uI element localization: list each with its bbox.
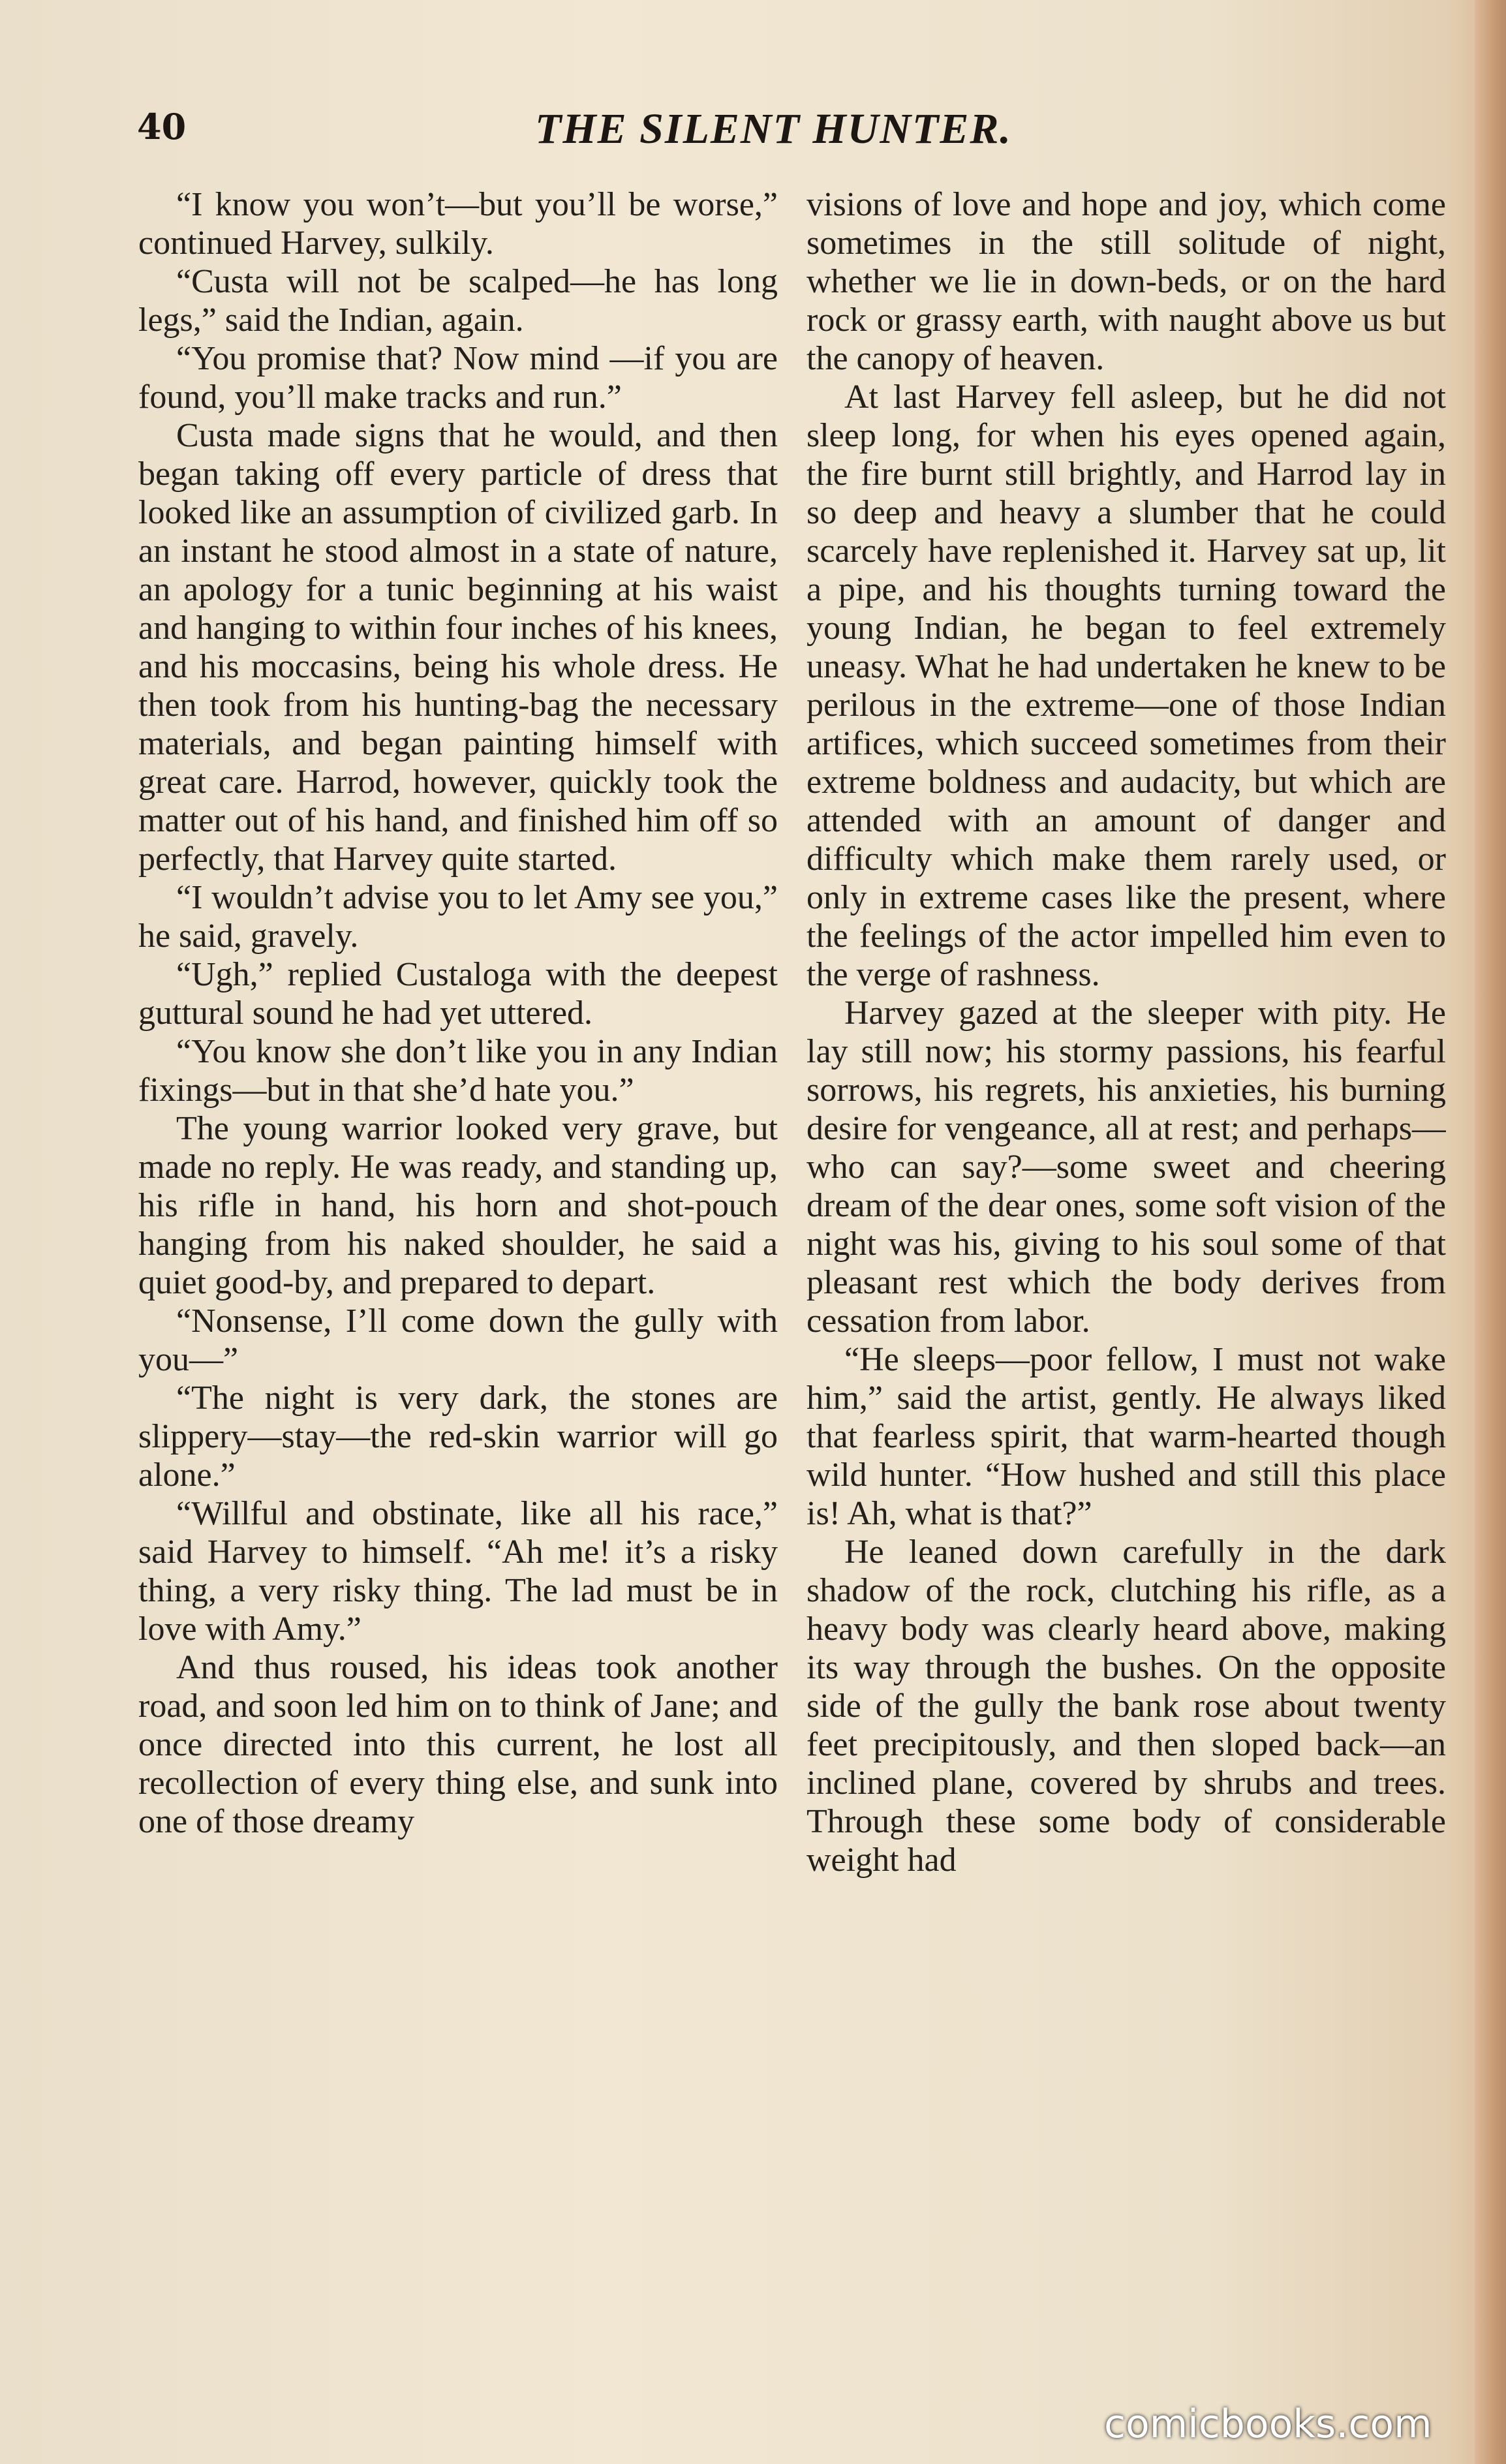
paragraph: He leaned down carefully in the dark shadow of the rock, clutching his rifle, as a heavy body was clearly heard above, making its way through the bushes. On the opposite side of the gully the bank rose about twenty feet precipitously, and then sloped back—an inclined plane, covered by shrubs and trees. Through these some body of considerable weight had [807,1533,1446,1879]
watermark: comicbooks.com [1104,2401,1432,2447]
page-header [131,98,1370,163]
paragraph: “You know she don’t like you in any Indian fixings—but in that she’d hate you.” [138,1033,778,1109]
running-title: THE SILENT HUNTER. [535,105,1012,153]
paragraph: At last Harvey fell asleep, but he did not sleep long, for when his eyes opened again, the fire burnt still brightly, and Harrod lay in so deep and heavy a slumber that he could scarcely have replenished it. Harvey sat up, lit a pipe, and his thoughts turning toward the young Indian, he began to feel extremely uneasy. What he had undertaken he knew to be perilous in the extreme—one of those Indian artifices, which succeed sometimes from their extreme boldness and audacity, but which are attended with an amount of danger and difficulty which make them rarely used, or only in extreme cases like the present, where the feelings of the actor impelled him even to the verge of rashness. [807,378,1446,993]
paragraph: And thus roused, his ideas took another road, and soon led him on to think of Jane; and once directed into this current, he lost all recollection of every thing else, and sunk into one of those dreamy [138,1649,778,1840]
page-edge [1475,0,1506,2464]
paragraph: “Nonsense, I’ll come down the gully with you—” [138,1302,778,1378]
paragraph: “Willful and obstinate, like all his race,” said Harvey to himself. “Ah me! it’s a risky thing, a very risky thing. The lad must be in love with Amy.” [138,1495,778,1648]
continued-paragraph: visions of love and hope and joy, which come sometimes in the still solitude of night, whether we lie in down-beds, or on the hard rock or grassy earth, with naught above us but the canopy of heaven. [807,186,1446,377]
paragraph: “He sleeps—poor fellow, I must not wake him,” said the artist, gently. He always liked that fearless spirit, that warm-hearted though wild hunter. “How hushed and still this place is! Ah, what is that?” [807,1341,1446,1532]
page-number: 40 [137,106,187,147]
right-column [807,185,1446,2339]
paragraph: Harvey gazed at the sleeper with pity. He lay still now; his stormy passions, his fearful sorrows, his regrets, his anxieties, his burning desire for vengeance, all at rest; and perhaps—who can say?—some sweet and cheering dream of the dear ones, some soft vision of the night was his, giving to his soul some of that pleasant rest which the body derives from cessation from labor. [807,994,1446,1340]
paragraph: “You promise that? Now mind —if you are found, you’ll make tracks and run.” [138,340,778,416]
paragraph: The young warrior looked very grave, but made no reply. He was ready, and standing up, his rifle in hand, his horn and shot-pouch hanging from his naked shoulder, he said a quiet good-by, and prepared to depart. [138,1110,778,1301]
paragraph: Custa made signs that he would, and then began taking off every particle of dress that looked like an assumption of civilized garb. In an instant he stood almost in a state of nature, an apology for a tunic beginning at his waist and hanging to within four inches of his knees, and his moccasins, being his whole dress. He then took from his hunting-bag the necessary materials, and began painting himself with great care. Harrod, however, quickly took the matter out of his hand, and finished him off so perfectly, that Harvey quite started. [138,417,778,878]
paragraph: “I know you won’t—but you’ll be worse,” continued Harvey, sulkily. [138,186,778,262]
paragraph: “I wouldn’t advise you to let Amy see you,” he said, gravely. [138,879,778,955]
left-column [138,185,778,2339]
paragraph: “Ugh,” replied Custaloga with the deepest guttural sound he had yet uttered. [138,956,778,1032]
paragraph: “Custa will not be scalped—he has long legs,” said the Indian, again. [138,263,778,339]
paragraph: “The night is very dark, the stones are slippery—stay—the red-skin warrior will go alone.” [138,1379,778,1494]
